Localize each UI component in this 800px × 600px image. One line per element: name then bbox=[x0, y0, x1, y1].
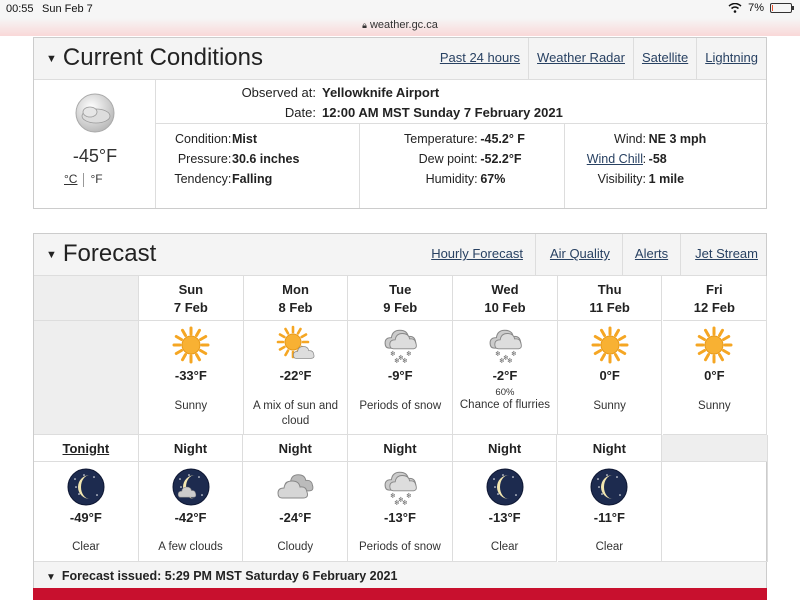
date-value: 12:00 AM MST Sunday 7 February 2021 bbox=[322, 105, 563, 120]
tendency-label: Tendency: bbox=[174, 172, 232, 186]
night-name: Night bbox=[592, 441, 626, 456]
tendency-row bbox=[156, 172, 359, 192]
svg-text:❄: ❄ bbox=[390, 350, 397, 358]
humidity-value: 67% bbox=[480, 172, 506, 186]
wind-value: NE 3 mph bbox=[648, 132, 707, 146]
forecast-day-cell[interactable] bbox=[139, 321, 244, 435]
night-summary: Clear bbox=[595, 541, 624, 553]
forecast-night-header bbox=[139, 435, 244, 462]
windchill-value: -58 bbox=[648, 152, 667, 166]
forecast-day-header bbox=[244, 276, 349, 321]
night-temp: -24°F bbox=[279, 510, 312, 525]
forecast-title-text: Forecast bbox=[62, 240, 157, 267]
forecast-issued[interactable] bbox=[33, 562, 767, 588]
observed-value: Yellowknife Airport bbox=[322, 85, 440, 100]
svg-text:❄: ❄ bbox=[498, 357, 505, 365]
observed-label: Observed at: bbox=[241, 85, 316, 100]
status-time: 00:55 bbox=[6, 3, 34, 15]
day-name: Wed bbox=[491, 282, 519, 297]
current-links bbox=[432, 38, 766, 80]
moon-cloud-icon bbox=[171, 467, 211, 507]
observed-row bbox=[156, 85, 768, 105]
svg-text:❄: ❄ bbox=[502, 354, 509, 362]
svg-text:❄: ❄ bbox=[510, 350, 517, 358]
url-bar[interactable] bbox=[0, 18, 800, 36]
link-alerts[interactable]: Alerts bbox=[622, 234, 680, 276]
humidity-row bbox=[360, 172, 563, 192]
temperature-label: Temperature: bbox=[404, 132, 478, 146]
tendency-value: Falling bbox=[232, 172, 273, 186]
day-date: 12 Feb bbox=[693, 300, 735, 315]
night-name: Night bbox=[488, 441, 522, 456]
condition-value: Mist bbox=[232, 132, 257, 146]
night-temp: -13°F bbox=[488, 510, 521, 525]
night-temp: -13°F bbox=[383, 510, 416, 525]
forecast-night-header bbox=[558, 435, 663, 462]
forecast-panel bbox=[33, 233, 767, 562]
wind-row bbox=[565, 132, 768, 152]
forecast-issued-text: Forecast issued: 5:29 PM MST Saturday 6 February 2021 bbox=[61, 569, 398, 583]
forecast-night-cell[interactable] bbox=[243, 462, 348, 562]
sun-icon bbox=[694, 325, 734, 365]
unit-toggle bbox=[64, 172, 103, 187]
day-summary: Chance of flurries bbox=[459, 399, 550, 411]
unit-fahrenheit: °F bbox=[90, 172, 103, 186]
day-temp: -33°F bbox=[174, 368, 207, 383]
night-summary: Clear bbox=[490, 541, 519, 553]
pressure-row bbox=[156, 152, 359, 172]
night-temp: -11°F bbox=[593, 510, 625, 525]
day-temp: -2°F bbox=[492, 368, 518, 383]
dewpoint-row bbox=[360, 152, 563, 172]
day-name: Sun bbox=[178, 282, 204, 297]
link-hourly-forecast[interactable]: Hourly Forecast bbox=[431, 246, 523, 261]
status-date: Sun Feb 7 bbox=[42, 3, 93, 15]
conditions-columns bbox=[156, 124, 768, 208]
link-satellite[interactable]: Satellite bbox=[633, 38, 696, 80]
day-temp: -9°F bbox=[387, 368, 413, 383]
date-row bbox=[156, 105, 768, 125]
day-summary: Sunny bbox=[593, 400, 626, 412]
battery-icon bbox=[770, 3, 792, 13]
current-temp: -45°F bbox=[72, 146, 118, 166]
day-temp: -22°F bbox=[279, 368, 312, 383]
day-name: Tue bbox=[389, 282, 412, 297]
night-summary: Cloudy bbox=[277, 541, 314, 553]
status-bar bbox=[0, 0, 800, 18]
forecast-day-cell[interactable] bbox=[453, 321, 558, 435]
visibility-label: Visibility: bbox=[597, 172, 646, 186]
forecast-night-cell[interactable] bbox=[139, 462, 244, 562]
svg-text:❄: ❄ bbox=[494, 350, 501, 358]
battery-level bbox=[772, 5, 773, 11]
day-summary: A mix of sun and cloud bbox=[253, 400, 339, 427]
current-conditions-title[interactable] bbox=[46, 44, 263, 72]
day-summary: Periods of snow bbox=[359, 400, 442, 412]
svg-text:❄: ❄ bbox=[394, 357, 401, 365]
visibility-row bbox=[565, 172, 768, 192]
svg-text:❄: ❄ bbox=[389, 492, 396, 500]
svg-text:❄: ❄ bbox=[406, 350, 413, 358]
observation-info bbox=[156, 80, 768, 124]
day-name: Fri bbox=[706, 282, 723, 297]
day-name: Mon bbox=[282, 282, 309, 297]
battery-percent: 7% bbox=[748, 2, 764, 14]
night-name: Night bbox=[173, 441, 208, 456]
forecast-day-header bbox=[139, 276, 244, 321]
night-summary: Clear bbox=[72, 541, 100, 553]
sun-cloud-icon bbox=[276, 325, 316, 365]
pressure-value: 30.6 inches bbox=[232, 152, 300, 166]
day-date: 11 Feb bbox=[589, 300, 630, 315]
svg-text:❄: ❄ bbox=[401, 499, 408, 507]
sun-icon bbox=[590, 325, 630, 365]
forecast-label-cell bbox=[34, 321, 139, 435]
forecast-corner-cell bbox=[34, 276, 139, 321]
forecast-title[interactable] bbox=[46, 240, 156, 268]
date-label: Date: bbox=[284, 105, 316, 120]
forecast-night-blank-header bbox=[662, 435, 768, 462]
moon-icon bbox=[485, 467, 525, 507]
mist-icon bbox=[74, 92, 116, 134]
forecast-night-cell[interactable] bbox=[453, 462, 558, 562]
url-text: weather.gc.ca bbox=[369, 19, 438, 31]
dewpoint-label: Dew point: bbox=[418, 152, 478, 166]
snow-icon bbox=[380, 325, 420, 365]
link-lightning[interactable]: Lightning bbox=[696, 38, 766, 80]
forecast-day-cell[interactable] bbox=[244, 321, 349, 435]
status-right bbox=[728, 2, 792, 14]
svg-text:❄: ❄ bbox=[506, 357, 513, 365]
night-name: Night bbox=[383, 441, 417, 456]
forecast-night-cell[interactable] bbox=[348, 462, 453, 562]
day-temp: 0°F bbox=[704, 368, 725, 383]
forecast-night-cell[interactable] bbox=[34, 462, 139, 562]
day-pop: 60% bbox=[495, 387, 515, 398]
visibility-value: 1 mile bbox=[648, 172, 685, 186]
link-jet-stream[interactable]: Jet Stream bbox=[680, 234, 766, 276]
svg-text:❄: ❄ bbox=[397, 496, 404, 504]
red-banner bbox=[33, 588, 767, 600]
forecast-night-header bbox=[453, 435, 558, 462]
forecast-day-header bbox=[663, 276, 768, 321]
day-summary: Sunny bbox=[174, 400, 208, 412]
link-air-quality[interactable]: Air Quality bbox=[535, 234, 622, 276]
moon-icon bbox=[66, 467, 106, 507]
day-temp: 0°F bbox=[599, 368, 620, 383]
forecast-night-cell[interactable] bbox=[558, 462, 663, 562]
dewpoint-value: -52.2°F bbox=[480, 152, 522, 166]
temperature-value: -45.2° F bbox=[480, 132, 525, 146]
tonight-link: Tonight bbox=[62, 441, 110, 456]
forecast-night-header bbox=[348, 435, 453, 462]
current-conditions-header bbox=[34, 38, 766, 80]
collapse-triangle-icon: ▼ bbox=[46, 248, 57, 261]
cloud-icon bbox=[275, 467, 315, 507]
pressure-label: Pressure: bbox=[177, 152, 232, 166]
link-weather-radar[interactable]: Weather Radar bbox=[528, 38, 633, 80]
snow-icon bbox=[380, 467, 420, 507]
unit-separator bbox=[83, 173, 84, 187]
temperature-row bbox=[360, 132, 563, 152]
forecast-day-header bbox=[453, 276, 558, 321]
svg-text:❄: ❄ bbox=[405, 492, 412, 500]
current-icon-column bbox=[34, 80, 156, 208]
link-past-24-hours[interactable]: Past 24 hours bbox=[439, 50, 521, 65]
day-date: 8 Feb bbox=[278, 300, 313, 315]
conditions-col-2 bbox=[360, 124, 564, 208]
day-date: 9 Feb bbox=[383, 300, 418, 315]
day-name: Thu bbox=[597, 282, 622, 297]
forecast-links bbox=[423, 234, 766, 276]
night-summary: Periods of snow bbox=[359, 541, 441, 553]
current-conditions-panel bbox=[33, 37, 767, 209]
night-name: Night bbox=[278, 441, 312, 456]
day-date: 7 Feb bbox=[173, 300, 208, 315]
conditions-col-1 bbox=[156, 124, 360, 208]
windchill-link[interactable]: Wind Chill bbox=[586, 152, 643, 166]
forecast-day-cell[interactable] bbox=[348, 321, 453, 435]
svg-text:❄: ❄ bbox=[402, 357, 409, 365]
moon-icon bbox=[589, 467, 629, 507]
forecast-day-header bbox=[348, 276, 453, 321]
forecast-night-header bbox=[243, 435, 348, 462]
forecast-night-header[interactable] bbox=[34, 435, 139, 462]
collapse-triangle-icon: ▼ bbox=[46, 572, 56, 583]
unit-celsius-link[interactable]: °C bbox=[64, 172, 78, 186]
wind-label: Wind: bbox=[614, 132, 646, 146]
collapse-triangle-icon: ▼ bbox=[46, 52, 57, 65]
current-conditions-title-text: Current Conditions bbox=[62, 44, 263, 71]
svg-text:❄: ❄ bbox=[398, 354, 405, 362]
sun-icon bbox=[171, 325, 211, 365]
night-temp: -49°F bbox=[69, 510, 102, 525]
condition-label: Condition: bbox=[175, 132, 232, 146]
night-temp: -42°F bbox=[174, 510, 207, 525]
lock-icon: 🔒︎ bbox=[362, 20, 367, 30]
night-summary: A few clouds bbox=[158, 541, 223, 553]
wifi-icon bbox=[728, 3, 742, 13]
snow-icon bbox=[485, 325, 525, 365]
forecast-night-blank-cell bbox=[662, 462, 768, 562]
svg-text:❄: ❄ bbox=[393, 499, 400, 507]
forecast-day-cell[interactable] bbox=[558, 321, 663, 435]
condition-row bbox=[156, 132, 359, 152]
forecast-header bbox=[34, 234, 766, 276]
day-date: 10 Feb bbox=[484, 300, 526, 315]
humidity-label: Humidity: bbox=[425, 172, 478, 186]
forecast-day-header bbox=[558, 276, 663, 321]
forecast-day-cell[interactable] bbox=[663, 321, 768, 435]
day-summary: Sunny bbox=[698, 400, 731, 412]
windchill-colon: : bbox=[642, 152, 647, 166]
conditions-col-3 bbox=[565, 124, 768, 208]
windchill-row bbox=[565, 152, 768, 172]
